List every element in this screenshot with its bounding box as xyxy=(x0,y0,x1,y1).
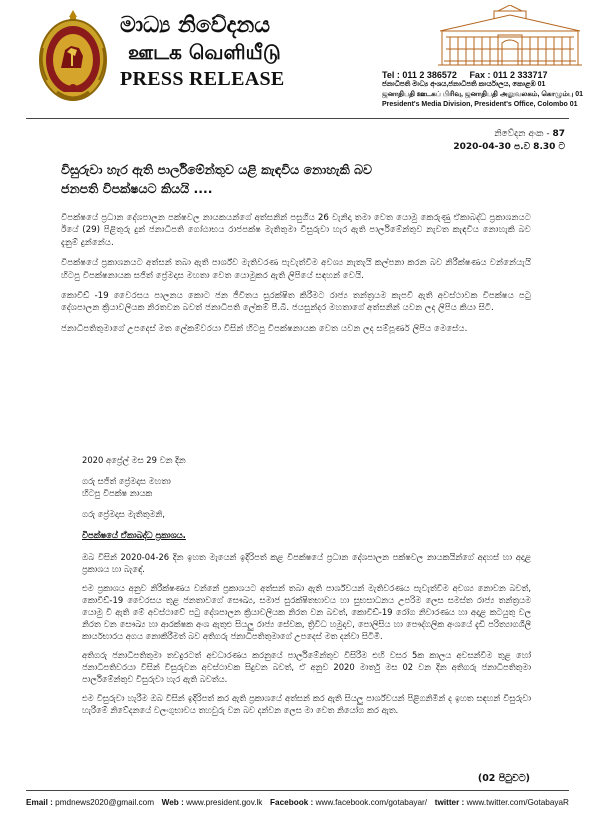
header-divider xyxy=(26,118,569,119)
web-label: Web : xyxy=(161,798,184,807)
tel-value: : 011 2 386572 xyxy=(396,70,457,80)
letter-addressee xyxy=(82,475,531,499)
quoted-letter xyxy=(82,454,531,723)
letter-salutation: ගරු ප්‍රේමදාස මැතිතුමනි, xyxy=(82,509,165,519)
email-label: Email : xyxy=(26,798,53,807)
twitter-label: twitter : xyxy=(434,798,465,807)
headline xyxy=(61,160,531,198)
headline-line-1: විසුරුවා හැර ඇති පාර්ලිමේන්තුව යළි කැඳවිය නොහැකි බව xyxy=(61,162,373,177)
body-paragraph: කොවිඩ් -19 වෛරසය පාලනය කොට ජන ජීවිතය සුරක්ෂිත කිරීමට රාජ්‍ය තන්ත්‍රයම කැපවී ඇති අවස්ථාවක විපක්ෂය පටු දේශපාලන ක්‍රියාවලියක නිරතවන බවත් ජනාධිපති ලේකම් පී.බී. ජයසුන්දර මහතාගේ අත්සනින් යවන ලද ලිපිය කියා සිටී. xyxy=(61,291,531,314)
web-link[interactable]: www.president.gov.lk xyxy=(186,798,263,807)
release-number xyxy=(453,128,565,141)
letter-subject: විපක්ෂයේ ඒකාබද්ධ ප්‍රකාශය. xyxy=(82,530,186,540)
letter-paragraph: එම විසුරුවා හැරීම ඔබ විසින් ඉදිරිපත් කර ඇති ප්‍රකාශයේ අත්සන් කර ඇති සියලු පාර්ශ්වයන් පිළිගනිමින් ද ඉහත සඳහන් විසුරුවා හැරීමේ නිවේදනයේ වලංගුභාවය තහවුරු වන බව දන්වන ලෙස මා වෙත නියෝග කර ඇත. xyxy=(82,693,531,715)
release-number-value: 87 xyxy=(552,129,565,139)
letter-date: 2020 අප්‍රේල් මස 29 වන දින xyxy=(82,455,186,465)
contact-block xyxy=(382,70,587,110)
title-english: PRESS RELEASE xyxy=(120,68,285,90)
footer-web xyxy=(162,797,263,808)
article-body xyxy=(61,212,531,343)
footer xyxy=(26,797,569,808)
presidential-building-illustration xyxy=(436,5,584,67)
letter-paragraph: අතිගරු ජනාධිපතිතුමා තවදුරටත් අවධාරණය කරනුයේ පාර්ලිමේන්තුව විසිරීම එහි වසර 5ක කාලය අවසන්වීම තුළ හෝ ජනාධිපතිවරයා විසින් විසුරුවන අවස්ථාවක සිදුවන බවත්, ඒ අනුව 2020 මාර්තු මස 02 වන දින අතිගරු ජනාධිපතිතුමා පාර්ලිමේන්තුව විසුරුවා හැර ඇති බවත්ය. xyxy=(82,650,531,684)
fax-label: Fax xyxy=(469,70,485,80)
address-tamil: ஜனாதிபதி ஊடகப் பிரிவு, ஜனாதிபதி அலுவலகம், கொழும்பு 01 xyxy=(382,91,583,98)
release-reference xyxy=(453,128,565,154)
body-paragraph: විපක්ෂයේ ප්‍රධාන දේශපාලන පක්ෂවල නායකයන්ගේ අත්සනින් පසුගිය 26 වැනිදා තමා වෙත යොමු කෙරුණු ඒකාබද්ධ ප්‍රකාශනයට ඊයේ (29) පිළිතුරු දුන් ජනාධිපති ගෝඨාභය රාජපක්ෂ මැතිතුමා විසුරුවා හැර ඇති පාර්ලිමේන්තුව නැවත කැඳවිය නොහැකි බව දැනුම් දුන්නේය. xyxy=(61,213,531,248)
fax-value: : 011 2 333717 xyxy=(487,70,548,80)
twitter-link[interactable]: www.twitter.com/GotabayaR xyxy=(466,798,569,807)
tel-label: Tel xyxy=(382,70,395,80)
headline-line-2: ජනපති විපක්ෂයට කියයි .... xyxy=(61,181,213,196)
footer-twitter xyxy=(435,797,569,808)
release-number-label: නිවේදන අංක - xyxy=(494,129,550,139)
addressee-name: ගරු සජිත් ප්‍රේමදාස මහතා xyxy=(82,476,171,486)
address-sinhala: ජනාධිපති මාධ්‍ය අංශය,ජනාධිපති කාර්යාලය, කොළඹ 01 xyxy=(382,81,546,88)
facebook-label: Facebook : xyxy=(270,798,314,807)
email-link[interactable]: pmdnews2020@gmail.com xyxy=(55,798,155,807)
continued-page-note: (02 පිටුවට) xyxy=(477,773,530,784)
body-paragraph: ජනාධිපතිතුමාගේ උපදෙස් මත ලේකම්වරයා විසින් හිටපු විපක්ෂනායක වෙත යවන ලද සම්පූර්ණ ලිපිය මෙසේය. xyxy=(61,323,468,334)
addressee-title: හිටපු විපක්ෂ නායක xyxy=(82,488,153,498)
title-sinhala: මාධ්‍ය නිවේදනය xyxy=(120,13,271,38)
press-release-titles xyxy=(120,12,330,92)
address-english: President's Media Division, President's Office, Colombo 01 xyxy=(382,101,578,108)
footer-facebook xyxy=(270,797,427,808)
letter-paragraph: ඔබ විසින් 2020-04-26 දින ඉහත මැයෙන් ඉදිරිපත් කළ විපක්ෂයේ ප්‍රධාන දේශපාලන පක්ෂවල නායකයින්ගේ අදහස් හා අදාළ ප්‍රකාශය හා බැඳේ. xyxy=(82,552,531,574)
sri-lanka-emblem xyxy=(37,8,109,104)
release-datetime: 2020-04-30 ප.ව 8.30 ට xyxy=(453,142,565,152)
footer-email xyxy=(26,797,154,808)
letter-paragraph: එම ප්‍රකාශය අනුව නිරීක්ෂණය වන්නේ ප්‍රකාශයට අත්සන් තබා ඇති පාර්ශ්වයන් මැතිවරණය පැවැත්වීම අවශ්‍ය නොවන බවත්, කොවිඩ්-19 වෛරසය තුළ ජනතාවගේ සෞඛ්‍ය, සමාජ සුරක්ෂිතභාවය හා සුභසාධනය උපරිම ලෙස සමස්ත රාජ්‍ය තන්ත්‍රයම යොමු වී ඇති මේ අවස්ථාවේ පටු දේශපාලන ක්‍රියාවලියක නිරත වන බවත්, කොවිඩ්-19 රෝග නිවාරණය හා අදාළ කටයුතු වල නිරත වන සෞඛ්‍ය හා ආරක්ෂක අංශ ඇතුළු සියලු රාජ්‍ය සේවක, ත්‍රිවිධ හමුදාව, පොලිසිය හා පෞද්ගලික අංශයේ දැඩි පරිත්‍යාගශීලී කාර්යභාරය අගය නොකිරීමත් බව අතිගරු ජනාධිපතිතුමාගේ උපදෙස් මත දන්වා සිටිමි. xyxy=(82,583,531,641)
facebook-link[interactable]: www.facebook.com/gotabayar/ xyxy=(315,798,428,807)
footer-divider xyxy=(26,790,569,791)
phone-fax-line xyxy=(382,70,587,80)
body-paragraph: විපක්ෂයේ ප්‍රකාශනයට අත්සන් තබා ඇති පාර්ශ්ව මැතිවරණ පැවැත්වීම අවශ්‍ය නැතැයි කල්පනා කරන බව නිරීක්ෂණය වන්නේයැයි හිටපු විපක්ෂනායක සජිත් ප්‍රේමදාස මහතා වෙත යොමුකර ඇති ලිපියේ සඳහන් වෙයි. xyxy=(61,258,531,281)
title-tamil: ஊடக வெளியீடு xyxy=(128,40,281,64)
